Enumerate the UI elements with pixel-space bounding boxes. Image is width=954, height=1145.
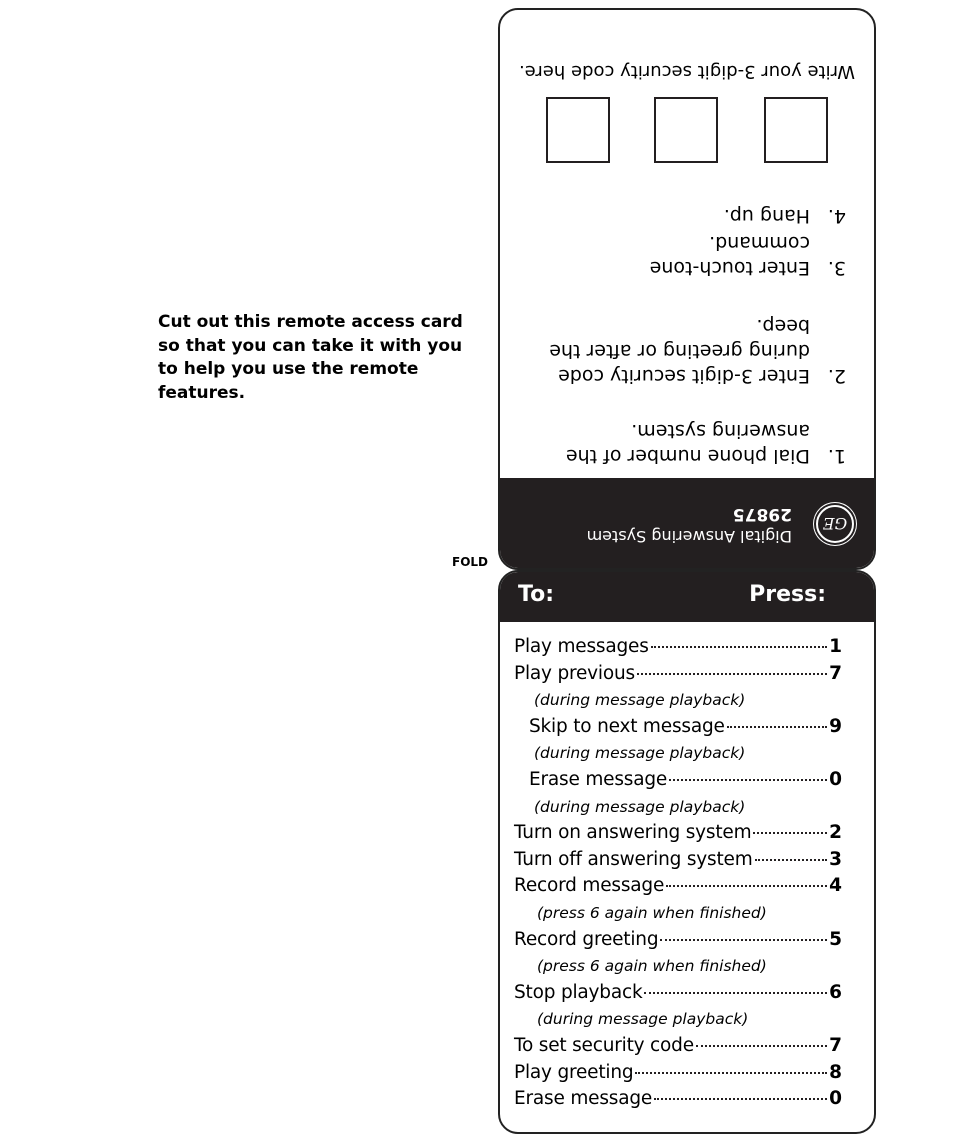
remote-access-card-bottom [498,570,876,1134]
command-key: 2 [829,822,842,844]
header-press: Press: [749,582,826,607]
header-to: To: [518,582,554,607]
command-row [514,1033,842,1060]
command-table-header [500,572,874,622]
command-label: Erase message [529,768,668,790]
step-text: Enter touch-tone command. [649,232,810,279]
command-note: (during message playback) [534,691,746,710]
security-code-boxes [538,93,828,163]
ge-logo-icon [816,505,854,543]
command-key: 3 [829,848,842,870]
dot-leader [644,991,827,994]
step-2 [546,313,846,388]
command-label: To set security code [514,1034,694,1056]
dot-leader [727,725,827,728]
ge-logo-text: GE [822,514,848,534]
command-note: (during message playback) [534,797,746,816]
step-text: Hang up. [723,205,810,227]
step-number: 4. [827,205,846,227]
security-code-caption: Write your 3-digit security code here. [518,61,856,82]
command-note: (press 6 again when finished) [537,903,767,922]
command-key: 4 [829,875,842,897]
command-label: Record greeting [514,928,659,950]
fold-label: FOLD [452,555,489,569]
security-code-box[interactable] [546,97,610,163]
step-text: Enter 3-digit security code during greeting or after the beep. [549,315,810,387]
dot-leader [669,778,827,781]
command-label: Erase message [514,1088,653,1110]
dot-leader [666,884,827,887]
command-key: 5 [829,928,842,950]
security-code-box[interactable] [654,97,718,163]
command-row [514,847,842,874]
command-note: (during message playback) [534,744,746,763]
command-row [514,820,842,847]
command-row [514,634,842,661]
command-label: Play greeting [514,1061,634,1083]
command-row [514,1086,842,1113]
command-key: 8 [829,1061,842,1083]
model-number: 29875 [732,504,792,524]
command-row [514,873,842,900]
command-key: 6 [829,981,842,1003]
cut-out-instruction: Cut out this remote access card so that you can take it with you to help you use the remote features. [158,312,463,403]
step-number: 3. [827,257,846,279]
dot-leader [755,858,828,861]
security-code-box[interactable] [764,97,828,163]
step-1 [546,418,846,468]
step-text: Dial phone number of the answering system. [565,420,810,467]
upside-down-panel [500,10,874,568]
command-key: 0 [829,1088,842,1110]
command-label: Record message [514,875,665,897]
command-key: 9 [829,715,842,737]
command-key: 7 [829,662,842,684]
command-row [514,1060,842,1087]
command-row [514,661,842,688]
product-name: Digital Answering System [586,527,792,546]
dot-leader [654,1097,827,1100]
command-key: 1 [829,636,842,657]
command-row [514,927,842,954]
step-3 [546,230,846,280]
dot-leader [651,645,827,648]
command-label: Turn off answering system [514,848,753,870]
command-row [514,714,842,741]
dot-leader [660,938,827,941]
dot-leader [637,672,827,675]
step-number: 1. [827,445,846,467]
command-key: 7 [829,1034,842,1056]
command-note: (during message playback) [537,1010,749,1029]
step-number: 2. [827,365,846,387]
command-row [514,767,842,794]
command-label: Turn on answering system [514,822,752,844]
command-note: (press 6 again when finished) [537,957,767,976]
dot-leader [753,831,827,834]
remote-access-card-top [498,8,876,570]
dot-leader [696,1044,827,1047]
command-row [514,980,842,1007]
command-label: Stop playback [514,981,643,1003]
command-list [514,634,842,1113]
command-label: Play previous [514,662,635,684]
dot-leader [635,1071,827,1074]
command-key: 0 [829,768,842,790]
step-4 [546,203,846,228]
command-label: Skip to next message [529,715,725,737]
command-label: Play messages [514,636,649,657]
brand-band [500,478,874,568]
